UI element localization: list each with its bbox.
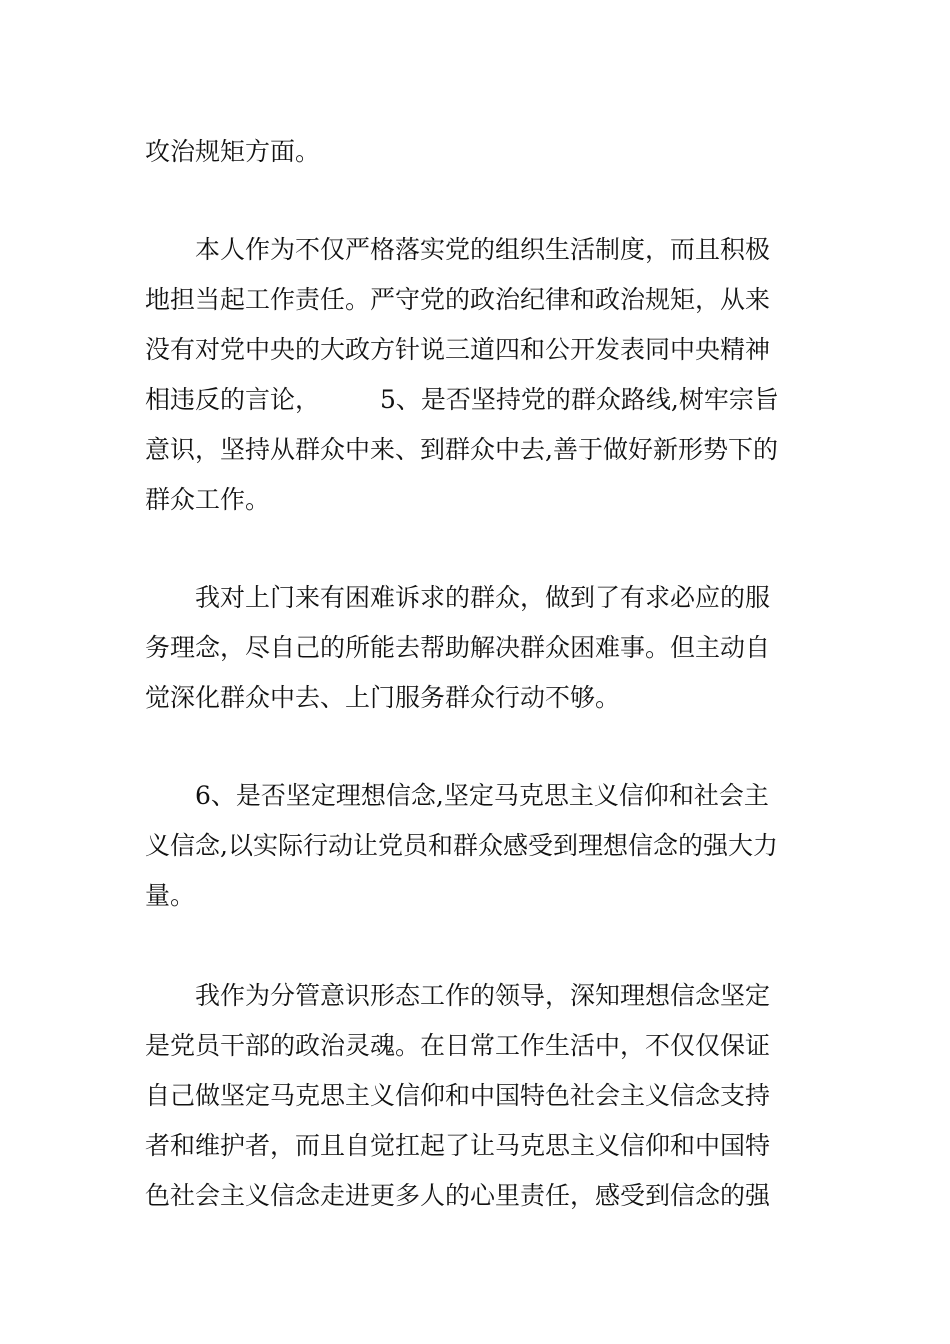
paragraph-2 (145, 225, 810, 525)
text-line: 没有对党中央的大政方针说三道四和公开发表同中央精神 (145, 335, 771, 364)
text-line: 本人作为不仅严格落实党的组织生活制度，而且积极 (195, 235, 771, 264)
text-line: 我对上门来有困难诉求的群众，做到了有求必应的服 (195, 583, 771, 612)
text-line: 群众工作。 (145, 485, 271, 514)
text-line: 量。 (145, 881, 196, 910)
paragraph-3 (145, 573, 810, 723)
text-line: 6、是否坚定理想信念,坚定马克思主义信仰和社会主 (195, 781, 769, 810)
text-line: 自己做坚定马克思主义信仰和中国特色社会主义信念支持 (145, 1081, 771, 1110)
paragraph-5 (145, 971, 810, 1221)
text-line: 攻治规矩方面。 (145, 137, 321, 166)
text-line: 是党员干部的政治灵魂。在日常工作生活中，不仅仅保证 (145, 1031, 771, 1060)
text-line: 务理念，尽自己的所能去帮助解决群众困难事。但主动自 (145, 633, 771, 662)
text-line: 我作为分管意识形态工作的领导，深知理想信念坚定 (195, 981, 771, 1010)
text-line-split (145, 375, 810, 425)
text-line: 觉深化群众中去、上门服务群众行动不够。 (145, 683, 621, 712)
text-line: 义信念,以实际行动让党员和群众感受到理想信念的强大力 (145, 831, 778, 860)
text-line: 地担当起工作责任。严守党的政治纪律和政治规矩，从来 (145, 285, 771, 314)
paragraph-1 (145, 127, 810, 177)
text-line: 意识，坚持从群众中来、到群众中去,善于做好新形势下的 (145, 435, 778, 464)
paragraph-4 (145, 771, 810, 921)
text-segment: 5、是否坚持党的群众路线,树牢宗旨 (380, 385, 779, 414)
text-segment: 相违反的言论， (145, 385, 321, 414)
text-line: 色社会主义信念走进更多人的心里责任，感受到信念的强 (145, 1181, 771, 1210)
text-line: 者和维护者，而且自觉扛起了让马克思主义信仰和中国特 (145, 1131, 771, 1160)
